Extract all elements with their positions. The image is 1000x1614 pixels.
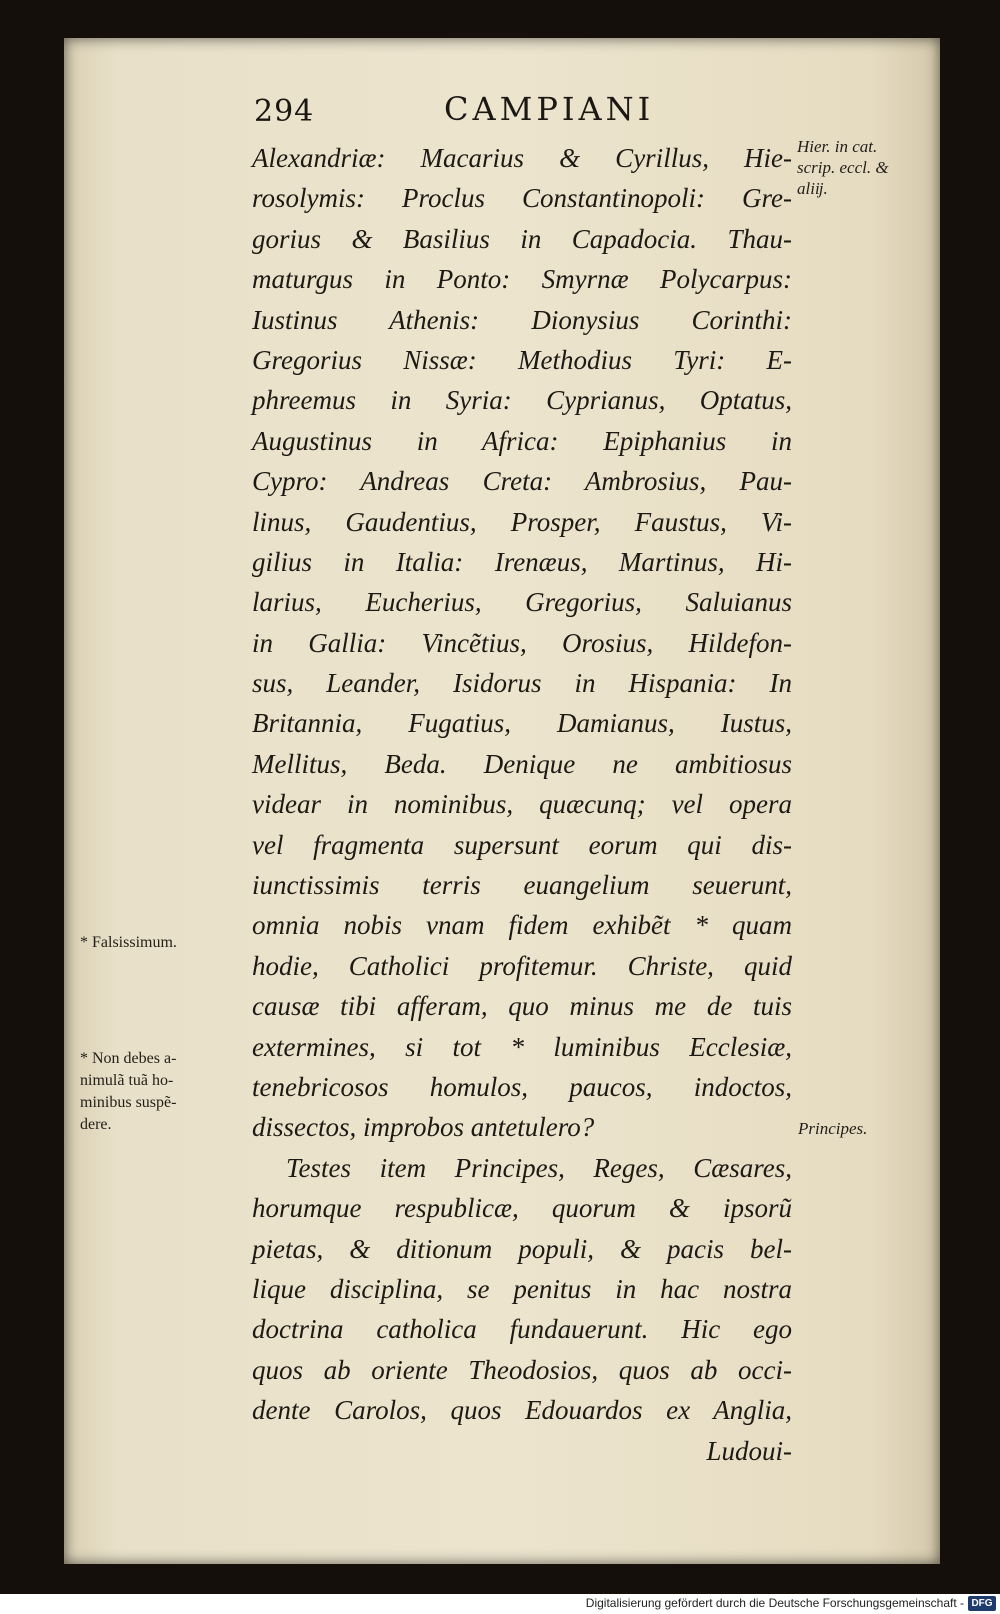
margin-note-right	[798, 1118, 867, 1139]
text-line: extermines, si tot * luminibus Ecclesiæ,	[252, 1031, 792, 1062]
margin-note-line: * Falsissimum.	[80, 934, 177, 951]
text-line: Cypro: Andreas Creta: Ambrosius, Pau-	[252, 466, 792, 497]
text-line: gorius & Basilius in Capadocia. Thau-	[252, 223, 792, 254]
margin-note-line: Principes.	[798, 1119, 868, 1138]
text-line: phreemus in Syria: Cyprianus, Optatus,	[252, 385, 792, 416]
text-line: Britannia, Fugatius, Damianus, Iustus,	[252, 708, 792, 739]
text-line: in Gallia: Vincẽtius, Orosius, Hildefon-	[252, 627, 792, 658]
catchword: Ludoui-	[706, 1435, 792, 1466]
margin-note-line: dere.	[80, 1116, 112, 1133]
margin-note-left	[80, 1048, 176, 1136]
main-text-block	[252, 138, 792, 1471]
page-number: 294	[254, 94, 315, 129]
text-line: dente Carolos, quos Edouardos ex Anglia,	[252, 1395, 792, 1426]
text-line: Mellitus, Beda. Denique ne ambitiosus	[252, 748, 792, 779]
margin-note-line: scrip. eccl. &	[797, 158, 889, 177]
margin-note-line: aliĳ.	[797, 179, 828, 198]
text-line: omnia nobis vnam fidem exhibẽt * quam	[252, 910, 792, 941]
text-line: linus, Gaudentius, Prosper, Faustus, Vi-	[252, 506, 792, 537]
text-line: vel fragmenta supersunt eorum qui dis-	[252, 829, 792, 860]
text-line: Augustinus in Africa: Epiphanius in	[252, 425, 792, 456]
text-line: Alexandriæ: Macarius & Cyrillus, Hie-	[252, 143, 792, 173]
margin-note-left	[80, 932, 177, 953]
text-line: Gregorius Nissæ: Methodius Tyri: E-	[252, 344, 792, 375]
text-line: sus, Leander, Isidorus in Hispania: In	[252, 668, 792, 699]
margin-note-right	[797, 136, 889, 199]
footer-bar	[0, 1594, 1000, 1614]
text-line: larius, Eucherius, Gregorius, Saluianus	[252, 587, 792, 618]
running-head: CAMPIANI	[444, 90, 655, 128]
page-header	[254, 88, 734, 138]
dfg-logo: DFG	[968, 1596, 996, 1611]
text-line: rosolymis: Proclus Constantinopoli: Gre-	[252, 183, 792, 214]
text-line: horumque respublicæ, quorum & ipsorũ	[252, 1193, 792, 1224]
text-line: pietas, & ditionum populi, & pacis bel-	[252, 1233, 792, 1264]
margin-note-line: Hier. in cat.	[797, 137, 878, 156]
text-line: Testes item Principes, Reges, Cæsares,	[286, 1152, 792, 1183]
text-line: tenebricosos homulos, paucos, indoctos,	[252, 1071, 792, 1102]
text-line: videar in nominibus, quæcunq; vel opera	[252, 789, 792, 820]
text-line: hodie, Catholici profitemur. Christe, quid	[252, 950, 792, 981]
text-line: quos ab oriente Theodosios, quos ab occi-	[252, 1354, 792, 1385]
funding-credit: Digitalisierung gefördert durch die Deutsche Forschungsgemeinschaft -	[585, 1596, 964, 1610]
margin-note-line: nimulã tuã ho-	[80, 1072, 174, 1089]
text-line: gilius in Italia: Irenæus, Martinus, Hi-	[252, 546, 792, 577]
text-line: Iustinus Athenis: Dionysius Corinthi:	[252, 304, 792, 335]
text-line: causæ tibi afferam, quo minus me de tuis	[252, 991, 792, 1022]
text-line: maturgus in Ponto: Smyrnæ Polycarpus:	[252, 264, 792, 295]
text-line: iunctissimis terris euangelium seuerunt,	[252, 870, 792, 901]
margin-note-line: * Non debes a-	[80, 1050, 177, 1067]
text-line: dissectos, improbos antetulero?	[252, 1112, 595, 1143]
text-line: lique disciplina, se penitus in hac nostra	[252, 1273, 792, 1304]
text-line: doctrina catholica fundauerunt. Hic ego	[252, 1314, 792, 1345]
margin-note-line: minibus suspẽ-	[80, 1094, 177, 1111]
